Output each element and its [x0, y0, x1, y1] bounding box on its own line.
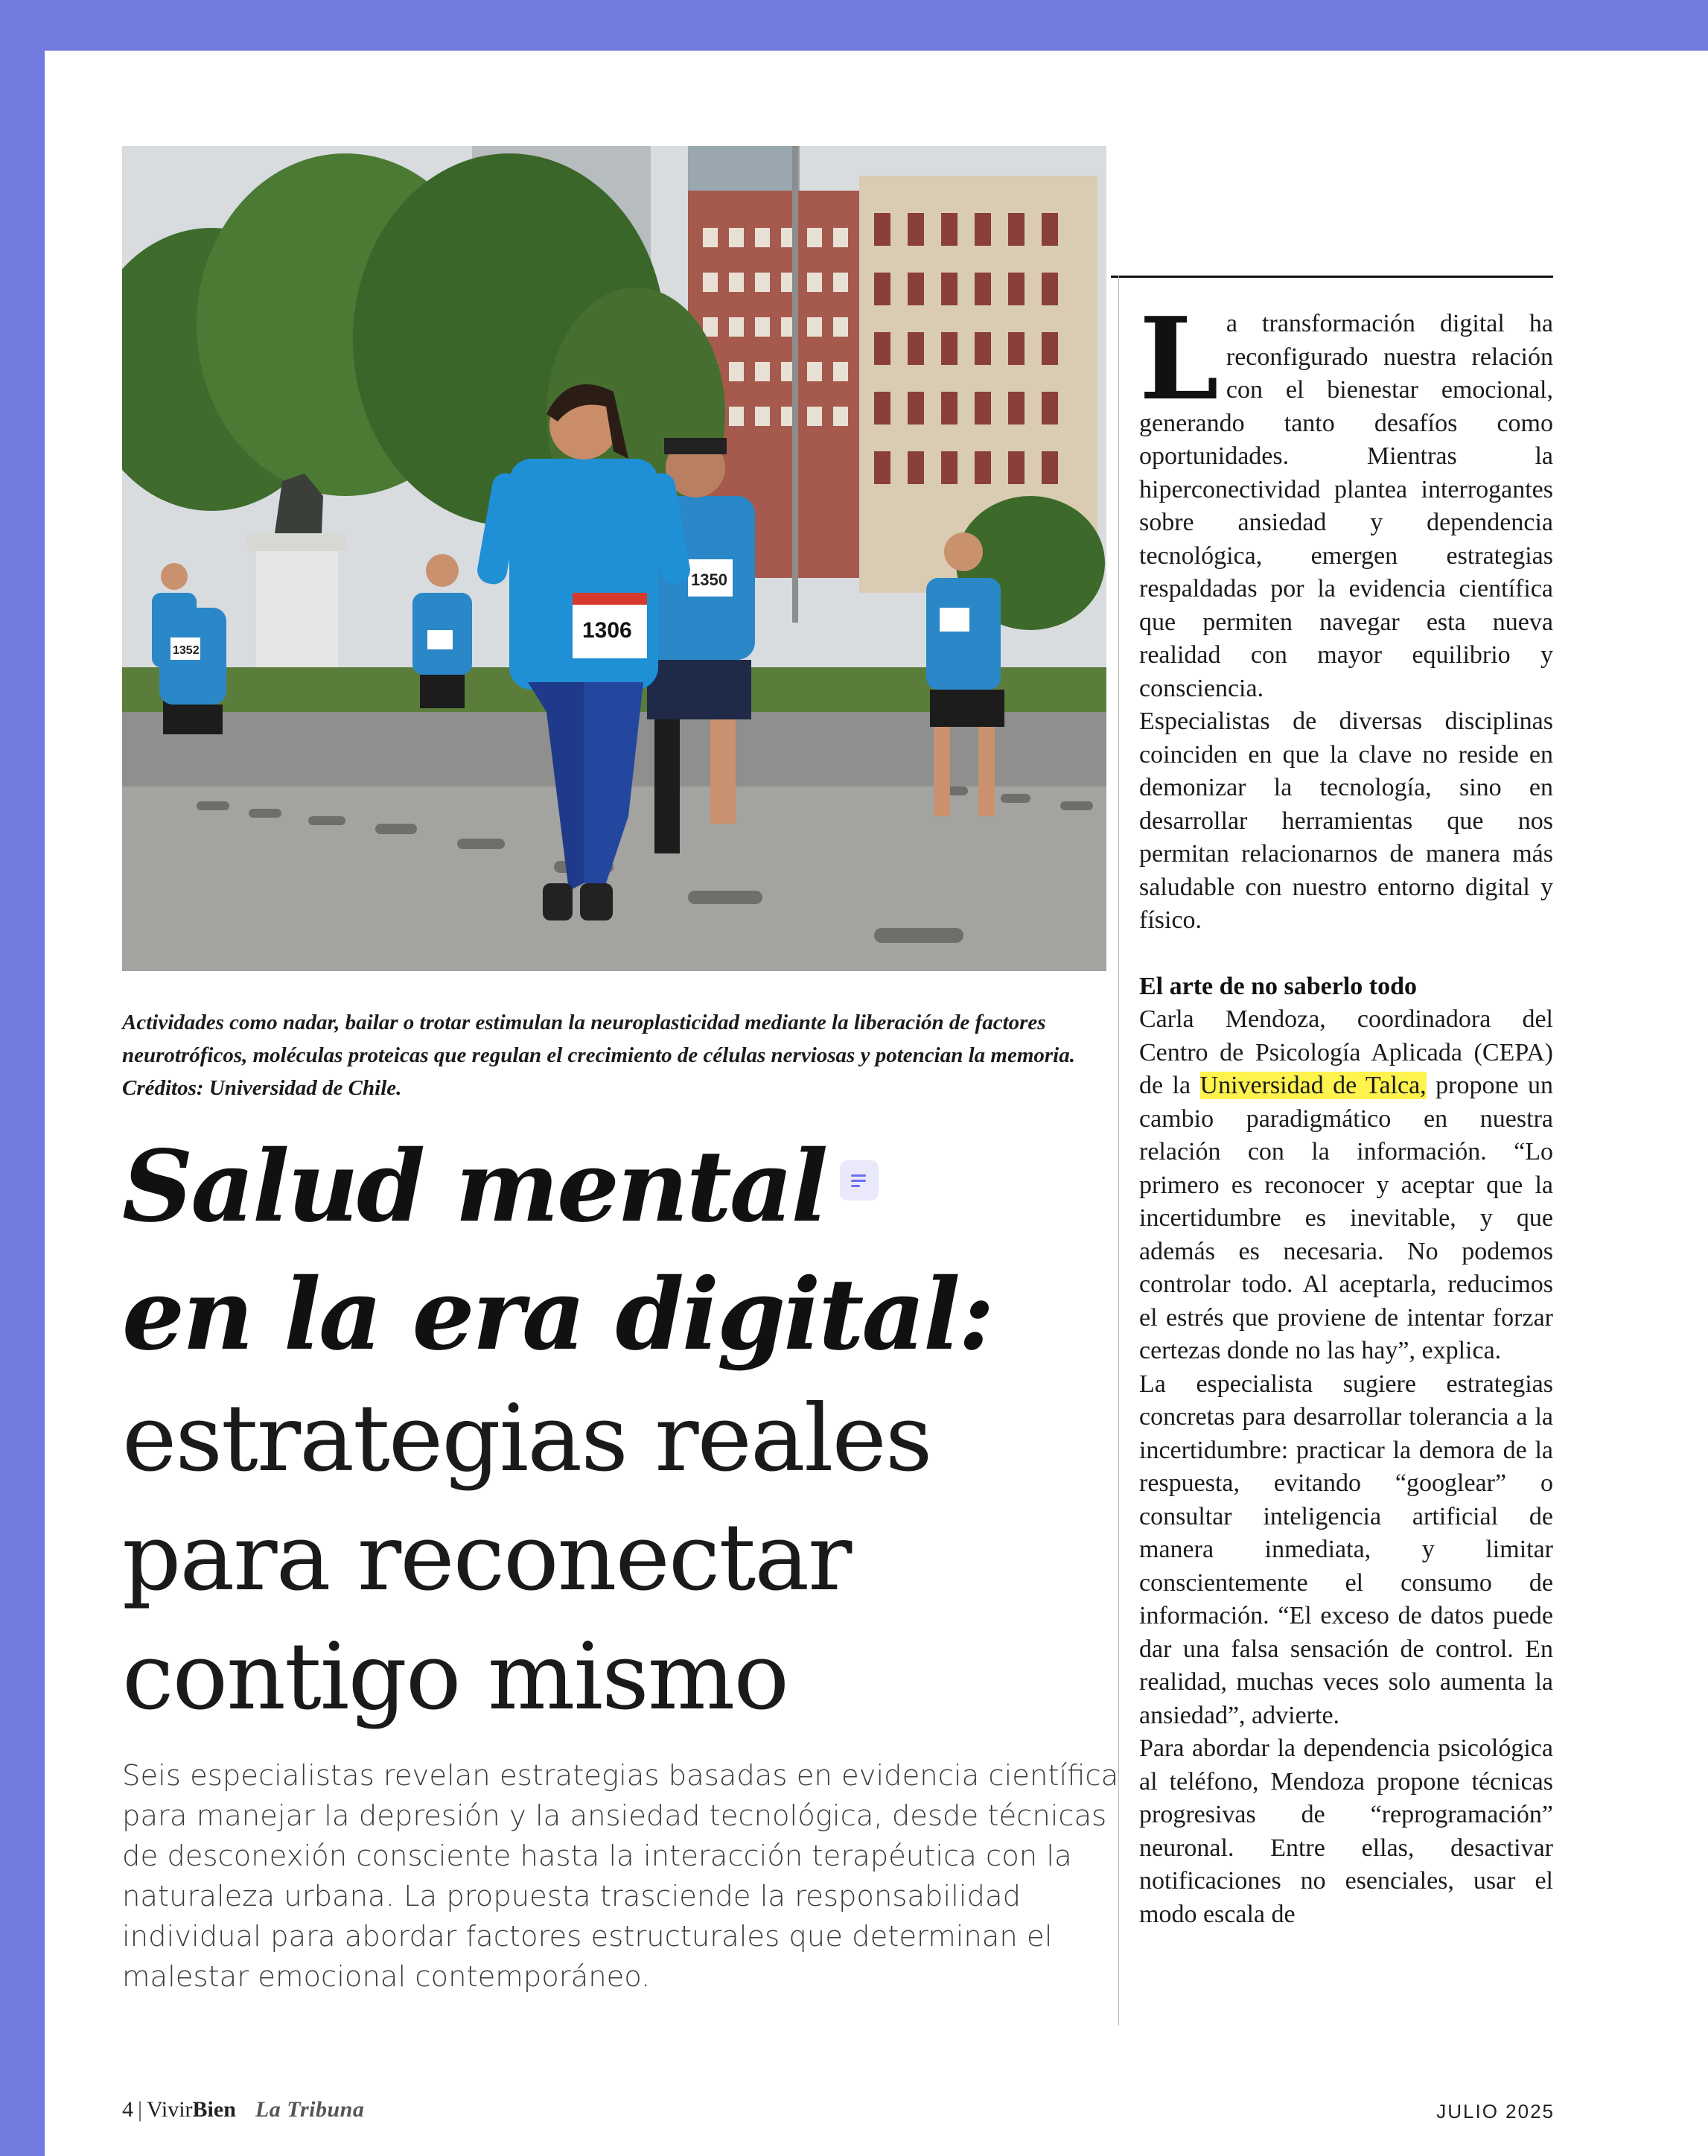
- photo-bib-main: 1306: [582, 618, 632, 643]
- page-footer-left: [122, 2097, 364, 2122]
- body-paragraph-3-start: Carla Mendoza, coordinadora del Centro de Psicología Aplicada (CEPA) de la: [1139, 1005, 1553, 1099]
- magazine-page: [45, 51, 1708, 2156]
- body-paragraph-1: [1139, 292, 1553, 705]
- photo-caption: Actividades como nadar, bailar o trotar estimulan la neuroplasticidad mediante la liberación de factores neurotróficos, moléculas proteicas que regulan el crecimiento de células nerviosas y potencian la memoria. Créditos: Universidad de Chile.: [122, 1011, 1075, 1100]
- body-paragraph-1-text: a transformación digital ha reconfigurado nuestra relación con el bienestar emocional, generando tanto desafíos como oportunidades. Mientras la hiperconectividad plantea interrogantes sobre ansiedad y dependencia tecnológica, emergen estrategias respaldadas por la evidencia científica que permiten navegar esta nueva realidad con mayor equilibrio y consciencia.: [1139, 310, 1553, 702]
- brand-vivir: Vivir: [147, 2097, 193, 2122]
- headline: [122, 1123, 1075, 1737]
- body-paragraph-2: Especialistas de diversas disciplinas coinciden en que la clave no reside en demonizar la tecnología, sino en desarrollar herramientas que nos permitan relacionarnos de manera más saludable con nuestro entorno digital y físico.: [1139, 707, 1553, 934]
- runners-photo-illustration: [122, 146, 1106, 971]
- headline-line-5: contigo mismo: [122, 1624, 788, 1731]
- article-body-column: [1139, 292, 1553, 1931]
- headline-italic-line-1: Salud mental: [122, 1129, 826, 1244]
- headline-italic-line-2: en la era digital:: [122, 1257, 992, 1373]
- photo-bib-second: 1350: [691, 570, 727, 589]
- newspaper-logo: La Tribuna: [255, 2097, 365, 2122]
- body-paragraph-3-end: propone un cambio paradigmático en nuestra relación con la información. “Lo primero es reconocer y aceptar que la incertidumbre es inevitable, y que además es necesaria. No podemos controlar todo. Al aceptarla, reducimos el estrés que proviene de intentar forzar certezas donde no las hay”, explica.: [1139, 1072, 1553, 1364]
- comment-icon[interactable]: [840, 1160, 879, 1201]
- issue-date: JULIO 2025: [1436, 2100, 1555, 2122]
- column-divider: [1118, 276, 1119, 2026]
- lines-icon: [850, 1172, 869, 1189]
- brand-bien: Bien: [192, 2097, 236, 2122]
- headline-line-3: estrategias reales: [122, 1385, 931, 1492]
- article-lead: Seis especialistas revelan estrategias basadas en evidencia científica para manejar la depresión y la ansiedad tecnológica, desde técnicas de desconexión consciente hasta la interacción terapéutica con la naturaleza urbana. La propuesta trasciende la responsabilidad individual para abordar factores estructurales que determinan el malestar emocional contemporáneo.: [122, 1759, 1119, 1994]
- body-paragraph-5: Para abordar la dependencia psicológica al teléfono, Mendoza propone técnicas progresivas de “reprogramación” neuronal. Entre ellas, desactivar notificaciones no esenciales, usar el modo escala de: [1139, 1734, 1553, 1928]
- headline-line-4: para reconectar: [122, 1504, 851, 1612]
- subheading: El arte de no saberlo todo: [1139, 972, 1418, 1000]
- photo-bib-left: 1352: [173, 644, 200, 657]
- drop-cap: L: [1139, 292, 1219, 425]
- column-top-rule: [1111, 276, 1553, 278]
- article-photo: [122, 146, 1106, 971]
- page-number: 4: [122, 2097, 133, 2122]
- body-paragraph-4: La especialista sugiere estrategias concretas para desarrollar tolerancia a la incertidumbre: practicar la demora de la respuesta, evitando “googlear” o consultar inteligencia artificial de manera inmediata, y limitar conscientemente el consumo de información. “El exceso de datos puede dar una falsa sensación de control. En realidad, muchas veces solo aumenta la ansiedad”, advierte.: [1139, 1370, 1553, 1729]
- highlighted-university-link[interactable]: Universidad de Talca,: [1199, 1072, 1427, 1099]
- body-paragraph-3: [1139, 1003, 1553, 1368]
- footer-separator: |: [138, 2097, 143, 2122]
